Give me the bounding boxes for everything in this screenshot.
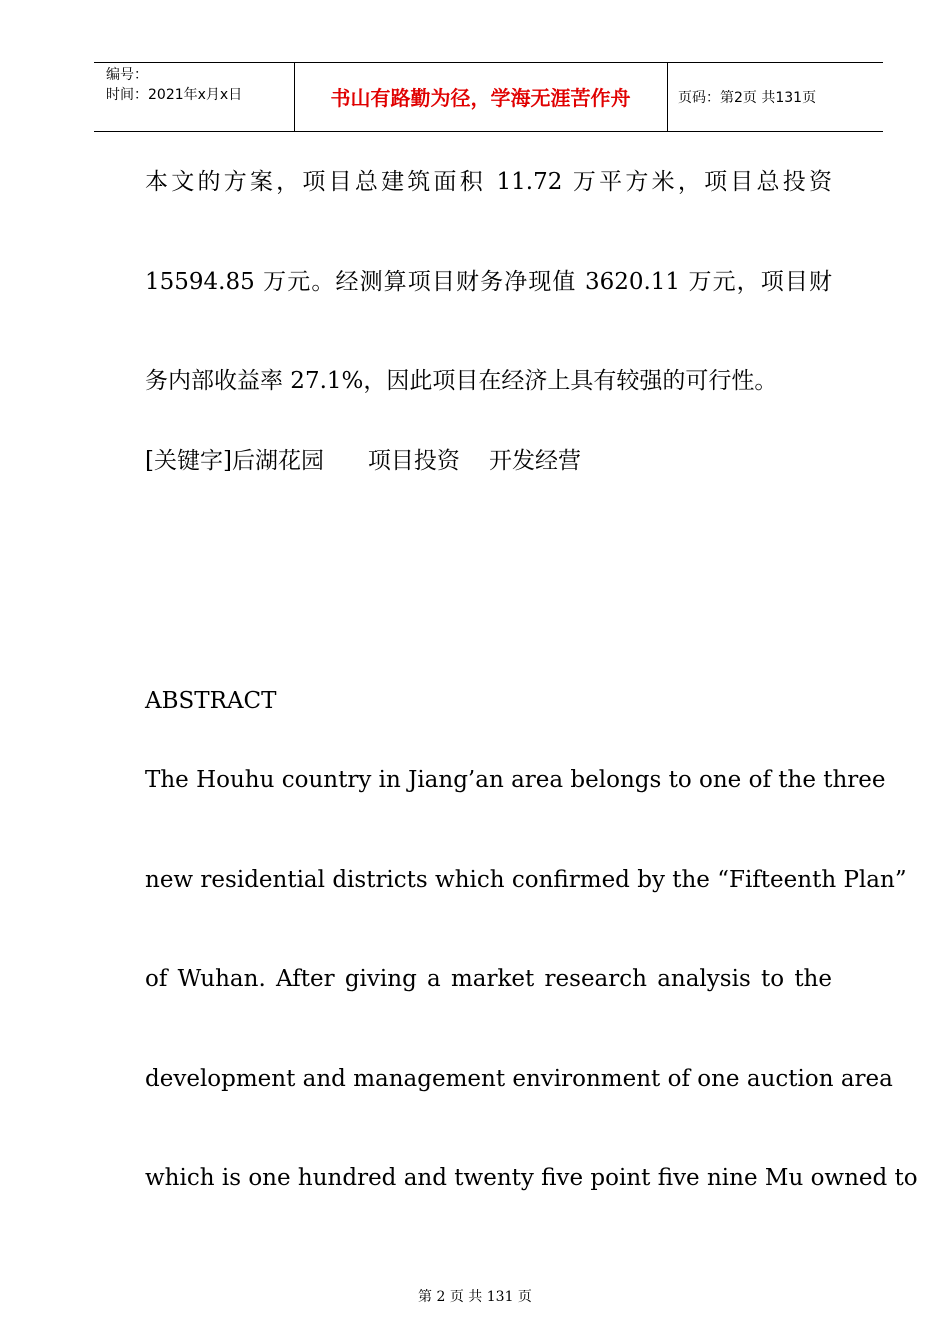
abstract-heading: ABSTRACT <box>145 688 277 714</box>
motto-text: 书山有路勤为径，学海无涯苦作舟 <box>330 86 631 110</box>
chinese-line-2: 15594.85 万元。经测算项目财务净现值 3620.11 万元，项目财 <box>145 269 832 295</box>
abstract-line-3: of Wuhan. After giving a market research analysis to the <box>145 966 832 992</box>
abstract-line-4: development and management environment of one auction area <box>145 1066 893 1092</box>
header-meta-cell <box>94 63 295 131</box>
date-label: 时间：2021年x月x日 <box>106 87 243 103</box>
page-header <box>94 62 883 132</box>
chinese-line-1: 本文的方案，项目总建筑面积 11.72 万平方米，项目总投资 <box>145 169 832 195</box>
chinese-line-3: 务内部收益率 27.1%，因此项目在经济上具有较强的可行性。 <box>145 368 778 394</box>
header-motto-cell <box>294 63 668 131</box>
abstract-line-1: The Houhu country in Jiang’an area belongs to one of the three <box>145 767 886 793</box>
keywords-line: [关键字]后湖花园 项目投资 开发经营 <box>145 448 582 474</box>
header-page-cell <box>668 63 883 131</box>
abstract-line-2: new residential districts which confirmed by the “Fifteenth Plan” <box>145 867 907 893</box>
abstract-line-5: which is one hundred and twenty five point five nine Mu owned to <box>145 1165 918 1191</box>
serial-number-label: 编号： <box>106 67 148 83</box>
page-footer: 第 2 页 共 131 页 <box>418 1289 532 1305</box>
header-page-number: 页码：第2页 共131页 <box>678 90 817 106</box>
